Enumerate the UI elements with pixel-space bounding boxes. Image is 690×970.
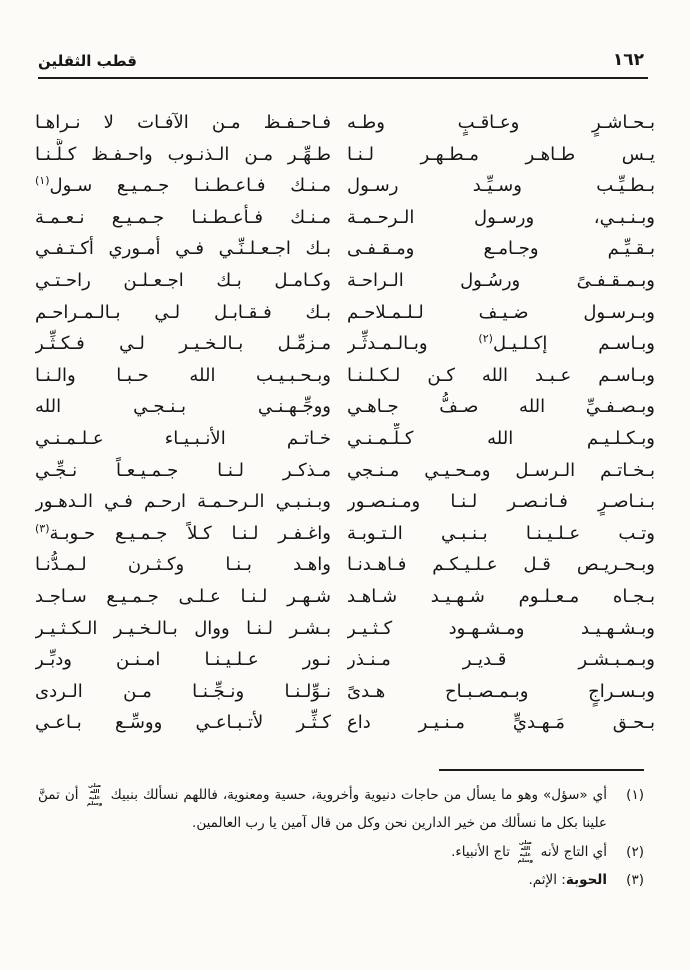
verse-second-hemistich: وبـنـبـي الـرحـمـة ارحـم فـي الـدهـور bbox=[35, 491, 331, 513]
verse-first-hemistich: وبـاسـم عـبـد الله كـن لـكـلـنـا bbox=[347, 364, 655, 386]
footnote-ref: (٣) bbox=[35, 521, 50, 535]
verse-row bbox=[35, 644, 655, 676]
verse-second-hemistich: فـاحـفـظ مـن الآفـات لا نـراهـا bbox=[35, 112, 331, 133]
verse-row bbox=[35, 170, 655, 202]
verse-row bbox=[35, 328, 655, 360]
verse-first-hemistich: وبـكـلـيـم الله كـلِّـمـنـي bbox=[347, 427, 655, 449]
verse-second-hemistich: واغـفـر لـنـا كـلاً جـمـيـع حـوبـة$^{(٣)}$ bbox=[35, 521, 331, 544]
header-rule bbox=[38, 77, 648, 79]
verse-first-hemistich: بـجـاه مـعـلـوم شـهـيـد شـاهـد bbox=[347, 585, 655, 607]
verse-second-hemistich: شـهـر لـنـا عـلـى جـمـيـع سـاجـد bbox=[35, 585, 331, 607]
footnotes-block bbox=[38, 781, 644, 895]
verse-first-hemistich: وبـحـريـص قـل عـلـيـكـم فـاهـدنـا bbox=[347, 554, 655, 576]
verse-row bbox=[35, 455, 655, 487]
verse-second-hemistich: ووجِّـهـنـي بـنـجـي الله bbox=[35, 396, 331, 418]
verse-second-hemistich: بـك فـقـابـل لـي بـالـمـراحـم bbox=[35, 301, 331, 323]
footnote-text: الحوبة: الإثم. bbox=[528, 872, 607, 889]
verse-row bbox=[35, 139, 655, 171]
footnote-item bbox=[38, 866, 644, 895]
verse-first-hemistich: وبـصـفـيِّ الله صـفُّ جـاهـي bbox=[347, 396, 655, 418]
verse-first-hemistich: يـس طـاهـر مـطـهـر لـنـا bbox=[347, 143, 655, 165]
verse-second-hemistich: مـزمِّـل بـالـخـيـر لـي فـكـثِّـر bbox=[35, 333, 331, 355]
verse-row bbox=[35, 265, 655, 297]
verse-row bbox=[35, 581, 655, 613]
pbuh-symbol: صلى الله عليه وسلم bbox=[86, 782, 103, 807]
verse-first-hemistich: بـخـاتـم الـرسـل ومـحـيـي مـنـجي bbox=[347, 459, 655, 481]
verse-first-hemistich: وبـنـبـي، ورسـول الـرحـمـة bbox=[347, 206, 655, 228]
verse-first-hemistich: وبـسـراجٍ وبـمـصـبـاح هـدىً bbox=[347, 680, 655, 702]
footnote-marker: (٣) bbox=[626, 872, 644, 889]
footnote-separator bbox=[439, 769, 644, 771]
verse-second-hemistich: بـك اجـعـلـنِّـي فـي أمـوري أكـتـفـي bbox=[35, 238, 331, 260]
verse-second-hemistich: بـشـر لـنـا ووال بـالـخـيـر الـكـثـيـر bbox=[35, 617, 331, 639]
verse-row bbox=[35, 549, 655, 581]
bold-term: الحوبة bbox=[565, 872, 607, 889]
poem-block bbox=[35, 107, 655, 739]
footnote-ref: (٢) bbox=[478, 332, 493, 346]
verse-second-hemistich: طـهِّـر مـن الـذنـوب واحـفـظ كـلَّـنـا bbox=[35, 143, 331, 165]
footnote-ref: (١) bbox=[35, 174, 50, 188]
verse-row bbox=[35, 202, 655, 234]
footnote-item bbox=[38, 781, 644, 838]
verse-first-hemistich: بـطـيِّـب وسـيِّـد رسـول bbox=[347, 175, 655, 197]
verse-second-hemistich: وكـامـل بـك اجـعـلـن راحـتـي bbox=[35, 269, 331, 291]
verse-second-hemistich: مـنـك فـاعـطـنـا جـمـيـع سـول$^{(١)}$ bbox=[35, 174, 331, 197]
verse-second-hemistich: خـاتـم الأنـبـيـاء عـلـمـنـي bbox=[35, 427, 331, 449]
verse-first-hemistich: بـقـيِّـم وجـامـع ومـقـفـى bbox=[347, 238, 655, 260]
footnote-marker: (١) bbox=[626, 786, 644, 803]
verse-first-hemistich: بـحـاشـرٍ وعـاقـبٍ وطـه bbox=[347, 112, 655, 133]
verse-row bbox=[35, 613, 655, 645]
verse-second-hemistich: مـنـك فـأعـطـنـا جـمـيـع نـعـمـة bbox=[35, 206, 331, 228]
verse-row bbox=[35, 423, 655, 455]
verse-second-hemistich: وبـحـبـيـب الله حـبـا والـنـا bbox=[35, 364, 331, 386]
pbuh-symbol: صلى الله عليه وسلم bbox=[517, 839, 534, 864]
verse-second-hemistich: كـثِّـر لأتـبـاعـي ووسِّـع بـاعـي bbox=[35, 712, 331, 734]
verse-first-hemistich: بـحـق مَـهـديٍّ مـنـيـر داع bbox=[347, 712, 655, 734]
verse-second-hemistich: نـور عـلـيـنـا امـنـن ودبِّـر bbox=[35, 649, 331, 671]
verse-row bbox=[35, 391, 655, 423]
verse-first-hemistich: وبـشـهـيـد ومـشـهـود كـثـيـر bbox=[347, 617, 655, 639]
verse-second-hemistich: واهـد بـنـا وكـثـرن لـمـدُّنـا bbox=[35, 554, 331, 576]
verse-row bbox=[35, 707, 655, 739]
footnote-text: أي «سؤل» وهو ما يسأل من حاجات دنيوية وأخروية، حسية ومعنوية، فاللهم نسألك بنبيك صلى الله عليه وسلم أن تمنَّ علينا بكل ما نسألك من خير الدارين نحن وكل من قال آمين يا رب العالمين. bbox=[38, 782, 607, 832]
page-header bbox=[0, 0, 690, 70]
verse-first-hemistich: وتـب عـلـيـنـا بـنـبـي الـتـوبـة bbox=[347, 522, 655, 544]
verse-second-hemistich: مـذكـر لـنـا جـمـيـعـاً نـجِّـي bbox=[35, 459, 331, 481]
verse-row bbox=[35, 486, 655, 518]
verse-first-hemistich: بـنـاصـرٍ فـانـصـر لـنـا ومـنـصـور bbox=[347, 491, 655, 513]
verse-first-hemistich: وبـمـبـشـر قـديـر مـنـذر bbox=[347, 649, 655, 671]
footnote-text: أي التاج لأنه صلى الله عليه وسلم تاج الأنبياء. bbox=[451, 839, 607, 864]
running-title: قطب الثقلين bbox=[38, 52, 137, 70]
verse-row bbox=[35, 676, 655, 708]
verse-first-hemistich: وبـاسـم إكـلـيـل$^{(٢)}$ وبـالـمـدثِّـر bbox=[347, 332, 655, 355]
verse-row bbox=[35, 107, 655, 139]
page-number: ١٦٢ bbox=[612, 50, 644, 70]
verse-row bbox=[35, 233, 655, 265]
verse-first-hemistich: وبـرسـول ضـيـف لـلـمـلاحـم bbox=[347, 301, 655, 323]
verse-row bbox=[35, 518, 655, 550]
footnote-marker: (٢) bbox=[626, 843, 644, 860]
verse-row bbox=[35, 297, 655, 329]
verse-first-hemistich: وبـمـقـفـىً ورسُـول الـراحـة bbox=[347, 269, 655, 291]
verse-row bbox=[35, 360, 655, 392]
verse-second-hemistich: نـوِّلـنـا ونـجِّـنـا مـن الـردى bbox=[35, 680, 331, 702]
footnote-item bbox=[38, 838, 644, 867]
